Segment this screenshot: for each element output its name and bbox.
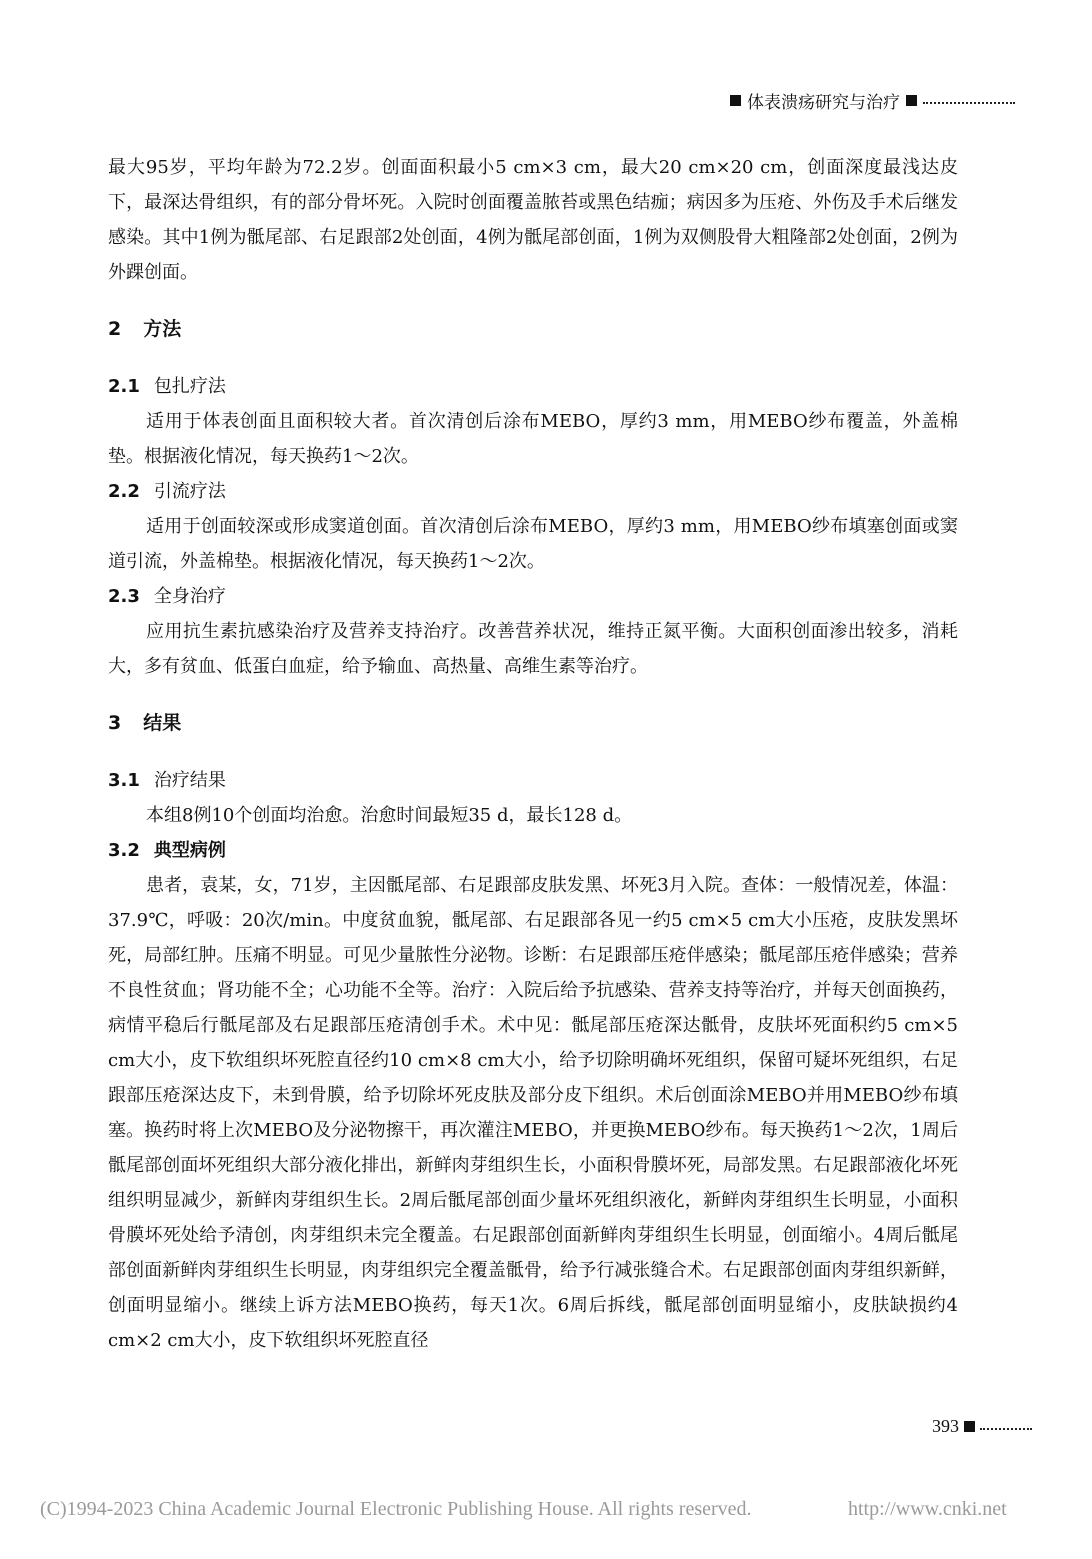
dotted-leader: [923, 102, 1015, 104]
article-body: [108, 150, 958, 1358]
copyright-notice: (C)1994-2023 China Academic Journal Electronic Publishing House. All rights reserved.: [40, 1498, 752, 1520]
subsection-title: 典型病例: [153, 840, 226, 861]
subsection-number: 3.2: [108, 840, 140, 861]
cnki-url: http://www.cnki.net: [848, 1498, 1007, 1520]
subsection-number: 2.2: [108, 481, 140, 502]
dotted-leader: [980, 1428, 1032, 1430]
square-bullet-icon: [730, 95, 741, 106]
subsection-number: 3.1: [108, 770, 140, 791]
subsection-title: 全身治疗: [153, 586, 226, 607]
subsection-number: 2.1: [108, 376, 140, 397]
section-title: 方法: [143, 318, 182, 340]
square-bullet-icon: [964, 1421, 975, 1432]
subsection-number: 2.3: [108, 586, 140, 607]
paragraph-2-3: 应用抗生素抗感染治疗及营养支持治疗。改善营养状况，维持正氮平衡。大面积创面渗出较多，消耗大，多有贫血、低蛋白血症，给予输血、高热量、高维生素等治疗。: [108, 621, 958, 677]
section-heading-2: [108, 312, 958, 347]
paragraph-2-1: 适用于体表创面且面积较大者。首次清创后涂布MEBO，厚约3 mm，用MEBO纱布覆盖，外盖棉垫。根据液化情况，每天换药1～2次。: [108, 411, 958, 467]
page-number: 393: [932, 1416, 959, 1436]
subsection-heading-3-2: [108, 833, 958, 868]
section-number: 3: [108, 712, 122, 734]
section-heading-3: [108, 706, 958, 741]
running-header: [730, 88, 1015, 113]
subsection-heading-2-1: [108, 369, 958, 404]
page-number-block: [932, 1416, 1032, 1437]
section-title: 结果: [143, 712, 182, 734]
paragraph-intro: 最大95岁，平均年龄为72.2岁。创面面积最小5 cm×3 cm，最大20 cm×20 cm，创面深度最浅达皮下，最深达骨组织，有的部分骨坏死。入院时创面覆盖脓苔或黑色结痂；病因多为压疮、外伤及手术后继发感染。其中1例为骶尾部、右足跟部2处创面，4例为骶尾部创面，1例为双侧股骨大粗隆部2处创面，2例为外踝创面。: [108, 157, 958, 283]
section-number: 2: [108, 318, 122, 340]
paragraph-2-2: 适用于创面较深或形成窦道创面。首次清创后涂布MEBO，厚约3 mm，用MEBO纱布填塞创面或窦道引流，外盖棉垫。根据液化情况，每天换药1～2次。: [108, 516, 958, 572]
paragraph-3-2: 患者，袁某，女，71岁，主因骶尾部、右足跟部皮肤发黑、坏死3月入院。查体：一般情况差，体温：37.9℃，呼吸：20次/min。中度贫血貌，骶尾部、右足跟部各见一约5 cm×5 cm大小压疮，皮肤发黑坏死，局部红肿。压痛不明显。可见少量脓性分泌物。诊断：右足跟部压疮伴感染；骶尾部压疮伴感染；营养不良性贫血；肾功能不全；心功能不全等。治疗：入院后给予抗感染、营养支持等治疗，并每天创面换药，病情平稳后行骶尾部及右足跟部压疮清创手术。术中见：骶尾部压疮深达骶骨，皮肤坏死面积约5 cm×5 cm大小，皮下软组织坏死腔直径约10 cm×8 cm大小，给予切除明确坏死组织，保留可疑坏死组织，右足跟部压疮深达皮下，未到骨膜，给予切除坏死皮肤及部分皮下组织。术后创面涂MEBO并用MEBO纱布填塞。换药时将上次MEBO及分泌物擦干，再次灌注MEBO，并更换MEBO纱布。每天换药1～2次，1周后骶尾部创面坏死组织大部分液化排出，新鲜肉芽组织生长，小面积骨膜坏死，局部发黑。右足跟部液化坏死组织明显减少，新鲜肉芽组织生长。2周后骶尾部创面少量坏死组织液化，新鲜肉芽组织生长明显，小面积骨膜坏死处给予清创，肉芽组织未完全覆盖。右足跟部创面新鲜肉芽组织生长明显，创面缩小。4周后骶尾部创面新鲜肉芽组织生长明显，肉芽组织完全覆盖骶骨，给予行减张缝合术。右足跟部创面肉芽组织新鲜，创面明显缩小。继续上诉方法MEBO换药，每天1次。6周后拆线，骶尾部创面明显缩小，皮肤缺损约4 cm×2 cm大小，皮下软组织坏死腔直径: [108, 875, 958, 1351]
square-bullet-icon: [906, 95, 917, 106]
subsection-heading-2-3: [108, 579, 958, 614]
subsection-heading-3-1: [108, 763, 958, 798]
paragraph-3-1: 本组8例10个创面均治愈。治愈时间最短35 d，最长128 d。: [146, 805, 633, 826]
subsection-heading-2-2: [108, 474, 958, 509]
subsection-title: 治疗结果: [153, 770, 226, 791]
subsection-title: 包扎疗法: [153, 376, 226, 397]
header-title: 体表溃疡研究与治疗: [747, 93, 900, 113]
subsection-title: 引流疗法: [153, 481, 226, 502]
